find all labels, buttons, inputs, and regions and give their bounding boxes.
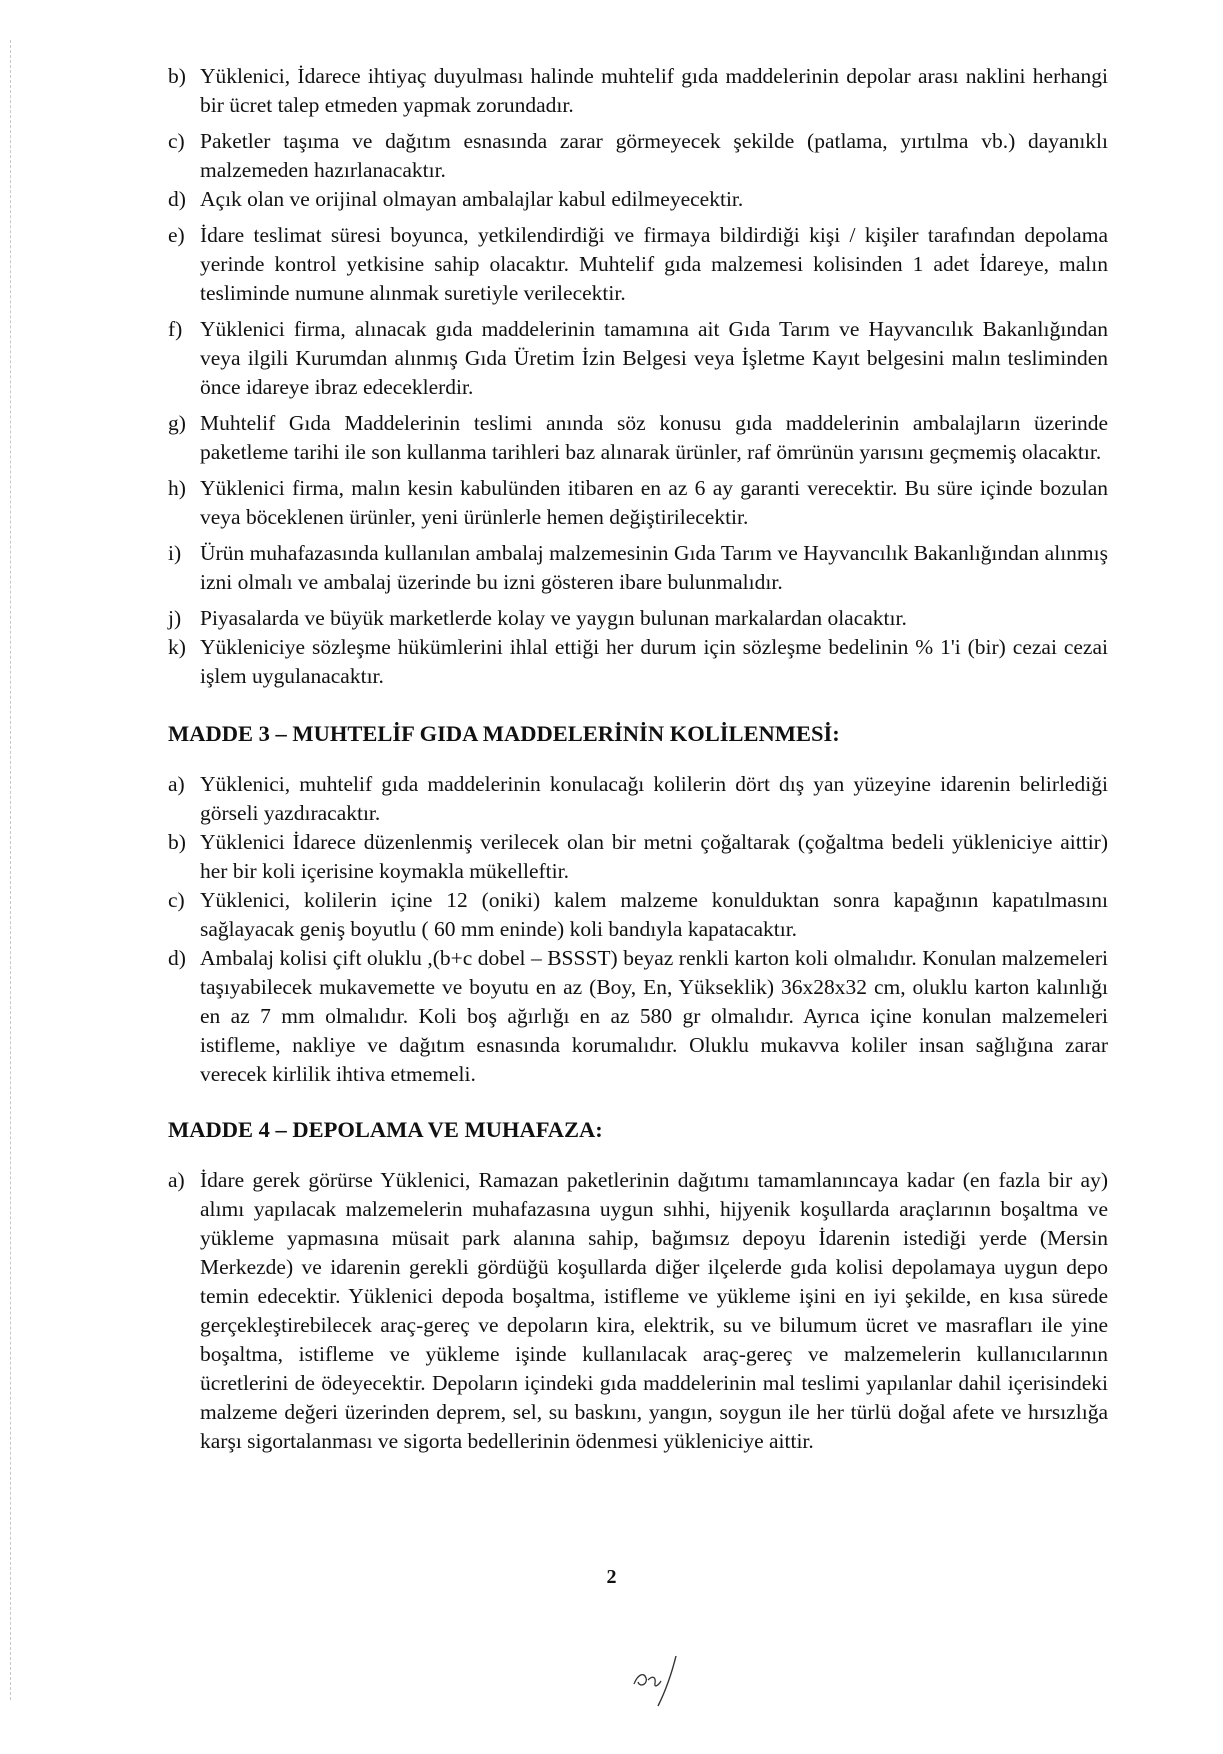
list-item — [168, 539, 1108, 597]
item-letter: d) — [168, 187, 186, 211]
item-letter: e) — [168, 223, 185, 247]
item-text: Ambalaj kolisi çift oluklu ,(b+c dobel – BSSST) beyaz renkli karton koli olmalıdır. Konulan malzemeleri taşıyabilecek mukavemette ve boyutu en az (Boy, En, Yükseklik) 36x28x32 cm, oluklu karton kalınlığı en az 7 mm olmalıdır. Koli boş ağırlığı en az 580 gr olmalıdır. Ayrıca içine konulan malzemeleri istifleme, nakliye ve dağıtım esnasında korumalıdır. Oluklu mukavva koliler insan sağlığına zarar verecek kirlilik ihtiva etmemeli. — [200, 946, 1108, 1086]
item-text: Açık olan ve orijinal olmayan ambalajlar kabul edilmeyecektir. — [200, 187, 744, 211]
item-text: Piyasalarda ve büyük marketlerde kolay ve yaygın bulunan markalardan olacaktır. — [200, 606, 907, 630]
list-item — [168, 127, 1108, 185]
handwritten-signature — [628, 1650, 698, 1710]
item-letter: g) — [168, 411, 186, 435]
item-letter: a) — [168, 1168, 185, 1192]
list-item — [168, 1166, 1108, 1456]
item-letter: b) — [168, 830, 186, 854]
page-number: 2 — [606, 1566, 617, 1588]
list-item — [168, 62, 1108, 120]
item-letter: c) — [168, 888, 185, 912]
item-letter: c) — [168, 129, 185, 153]
item-text: Yükleniciye sözleşme hükümlerini ihlal ettiği her durum için sözleşme bedelinin % 1'i (bir) cezai cezai işlem uygulanacaktır. — [200, 635, 1108, 688]
document-body — [168, 62, 1108, 1463]
item-text: Yüklenici firma, malın kesin kabulünden itibaren en az 6 ay garanti verecektir. Bu süre içinde bozulan veya böceklenen ürünler, yeni ürünlerle hemen değiştirilecektir. — [200, 476, 1108, 529]
item-letter: b) — [168, 64, 186, 88]
item-letter: f) — [168, 317, 183, 341]
item-text: İdare gerek görürse Yüklenici, Ramazan paketlerinin dağıtımı tamamlanıncaya kadar (en fazla bir ay) alımı yapılacak malzemelerin muhafazasına uygun sıhhi, hijyenik koşullarda araçlarının boşaltma ve yükleme yapmasına müsait park alanına sahip, bağımsız depoyu İdarenin istediği yerde (Mersin Merkezde) ve idarenin gerekli gördüğü koşullarda diğer ilçelerde gıda kolisi depolamaya uygun depo temin edecektir. Yüklenici depoda boşaltma, istifleme ve yükleme işini en iyi şekilde, en kısa sürede gerçekleştirebilecek araç-gereç ve depoların kira, elektrik, su ve bilumum ücret ve masrafları ile yine boşaltma, istifleme ve yükleme işinde kullanılacak araç-gereç ve malzemelerin kullanıcılarının ücretlerini de ödeyecektir. Depoların içindeki gıda maddelerinin mal teslimi yapılanlar dahil içerisindeki malzeme değeri üzerinden deprem, sel, su baskını, yangın, soygun ile her türlü doğal afete ve hırsızlığa karşı sigortalanması ve sigorta bedellerinin ödenmesi yükleniciye aittir. — [200, 1168, 1108, 1453]
item-letter: j) — [168, 606, 182, 630]
item-text: Ürün muhafazasında kullanılan ambalaj malzemesinin Gıda Tarım ve Hayvancılık Bakanlığından alınmış izni olmalı ve ambalaj üzerinde bu izni gösteren ibare bulunmalıdır. — [200, 541, 1108, 594]
item-text: Yüklenici, İdarece ihtiyaç duyulması halinde muhtelif gıda maddelerinin depolar arası naklini herhangi bir ücret talep etmeden yapmak zorundadır. — [200, 64, 1108, 117]
section-heading-madde-3: MADDE 3 – MUHTELİF GIDA MADDELERİNİN KOLİLENMESİ: — [168, 721, 840, 746]
list-item — [168, 633, 1108, 691]
item-letter: h) — [168, 476, 186, 500]
list-item — [168, 944, 1108, 1089]
item-letter: k) — [168, 635, 186, 659]
list-item — [168, 474, 1108, 532]
scan-margin-line — [10, 40, 11, 1700]
list-item — [168, 604, 1108, 633]
item-text: Yüklenici, muhtelif gıda maddelerinin konulacağı kolilerin dört dış yan yüzeyine idarenin belirlediği görseli yazdıracaktır. — [200, 772, 1108, 825]
item-text: Yüklenici İdarece düzenlenmiş verilecek olan bir metni çoğaltarak (çoğaltma bedeli yükleniciye aittir) her bir koli içerisine koymakla mükelleftir. — [200, 830, 1108, 883]
list-item — [168, 770, 1108, 828]
section-heading-madde-4: MADDE 4 – DEPOLAMA VE MUHAFAZA: — [168, 1117, 603, 1142]
item-text: Yüklenici firma, alınacak gıda maddelerinin tamamına ait Gıda Tarım ve Hayvancılık Bakanlığından veya ilgili Kurumdan alınmış Gıda Üretim İzin Belgesi veya İşletme Kayıt belgesini malın tesliminden önce idareye ibraz edeceklerdir. — [200, 317, 1108, 399]
list-item — [168, 886, 1108, 944]
item-letter: a) — [168, 772, 185, 796]
list-item — [168, 185, 1108, 214]
list-item — [168, 409, 1108, 467]
item-text: İdare teslimat süresi boyunca, yetkilendirdiği ve firmaya bildirdiği kişi / kişiler tarafından depolama yerinde kontrol yetkisine sahip olacaktır. Muhtelif gıda malzemesi kolisinden 1 adet İdareye, malın tesliminde numune alınmak suretiyle verilecektir. — [200, 223, 1108, 305]
list-item — [168, 315, 1108, 402]
item-letter: d) — [168, 946, 186, 970]
item-letter: i) — [168, 541, 182, 565]
list-item — [168, 828, 1108, 886]
item-text: Yüklenici, kolilerin içine 12 (oniki) kalem malzeme konulduktan sonra kapağının kapatılmasını sağlayacak geniş boyutlu ( 60 mm eninde) koli bandıyla kapatacaktır. — [200, 888, 1108, 941]
item-text: Paketler taşıma ve dağıtım esnasında zarar görmeyecek şekilde (patlama, yırtılma vb.) dayanıklı malzemeden hazırlanacaktır. — [200, 129, 1108, 182]
list-item — [168, 221, 1108, 308]
item-text: Muhtelif Gıda Maddelerinin teslimi anında söz konusu gıda maddelerinin ambalajların üzerinde paketleme tarihi ile son kullanma tarihleri baz alınarak ürünler, raf ömrünün yarısını geçmemiş olacaktır. — [200, 411, 1108, 464]
